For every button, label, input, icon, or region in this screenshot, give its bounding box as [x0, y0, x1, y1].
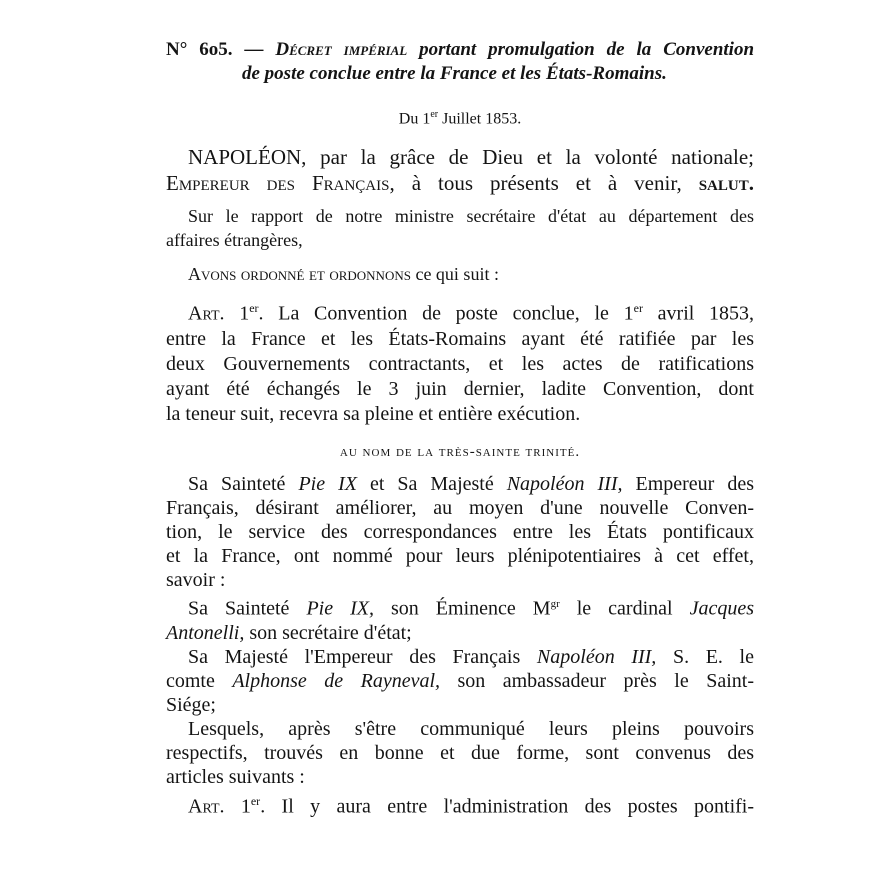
article-1-line-5: la teneur suit, recevra sa pleine et entière exécution. [166, 402, 581, 425]
article-1-line-4: ayant été échangés le 3 juin dernier, ladite Convention, dont [166, 377, 754, 400]
preamble-line-4: et la France, ont nommé pour leurs plénipotentiaires à cet effet, [166, 545, 754, 567]
rapport-paragraph [166, 204, 754, 252]
preamble-line-10: Siége; [166, 693, 216, 716]
decree-number: N° 6o5. [166, 39, 233, 60]
preamble-line-6: Sa Sainteté Pie IX, son Éminence $M^{gr}$ le cardinal Jacques [188, 597, 755, 620]
preamble-line-1: Sa Sainteté Pie IX et Sa Majesté Napoléon III, Empereur des [188, 473, 754, 495]
article-1-line-2: entre la France et les États-Romains ayant été ratifiée par les [166, 327, 754, 350]
trinite-heading: au nom de la très-sainte trinité. [339, 444, 581, 460]
convention-preamble [166, 472, 754, 818]
decree-date: Du 1er Juillet 1853. [398, 109, 522, 128]
rapport-line-1: Sur le rapport de notre ministre secrétaire d'état au département des [188, 206, 754, 226]
preamble-line-9: comte Alphonse de Rayneval, son ambassadeur près le Saint- [166, 669, 754, 692]
decree-header [166, 38, 754, 86]
preamble-line-12: respectifs, trouvés en bonne et due forme, sont convenus des [166, 741, 754, 764]
intro-paragraph [166, 144, 754, 196]
preamble-line-8: Sa Majesté l'Empereur des Français Napoléon III, S. E. le [188, 645, 754, 668]
intro-line-2: Empereur des Français, à tous présents et à venir, salut. [166, 171, 754, 195]
article-1-line-1: Art. 1er. La Convention de poste conclue, le 1er avril 1853, [188, 301, 755, 325]
preamble-line-3: tion, le service des correspondances entre les États pontificaux [166, 521, 754, 543]
preamble-line-2: Français, désirant améliorer, au moyen d'une nouvelle Conven- [166, 497, 754, 519]
header-line-2: de poste conclue entre la France et les États-Romains. [242, 63, 667, 84]
preamble-line-14: Art. 1er. Il y aura entre l'administration des postes pontifi- [188, 793, 754, 818]
article-1-paragraph [166, 296, 754, 427]
preamble-line-5: savoir : [166, 569, 226, 591]
ordonne-line: Avons ordonné et ordonnons ce qui suit : [188, 264, 499, 284]
preamble-line-13: articles suivants : [166, 765, 305, 788]
header-line-1: N° 6o5. — Décret impérial portant promulgation de la Convention [166, 39, 755, 60]
intro-line-1: NAPOLÉON, par la grâce de Dieu et la volonté nationale; [188, 145, 754, 169]
preamble-line-7: Antonelli, son secrétaire d'état; [166, 621, 412, 644]
rapport-line-2: affaires étrangères, [166, 230, 303, 250]
article-1-line-3: deux Gouvernements contractants, et les actes de ratifications [166, 352, 754, 375]
preamble-line-11: Lesquels, après s'être communiqué leurs pleins pouvoirs [188, 717, 754, 740]
